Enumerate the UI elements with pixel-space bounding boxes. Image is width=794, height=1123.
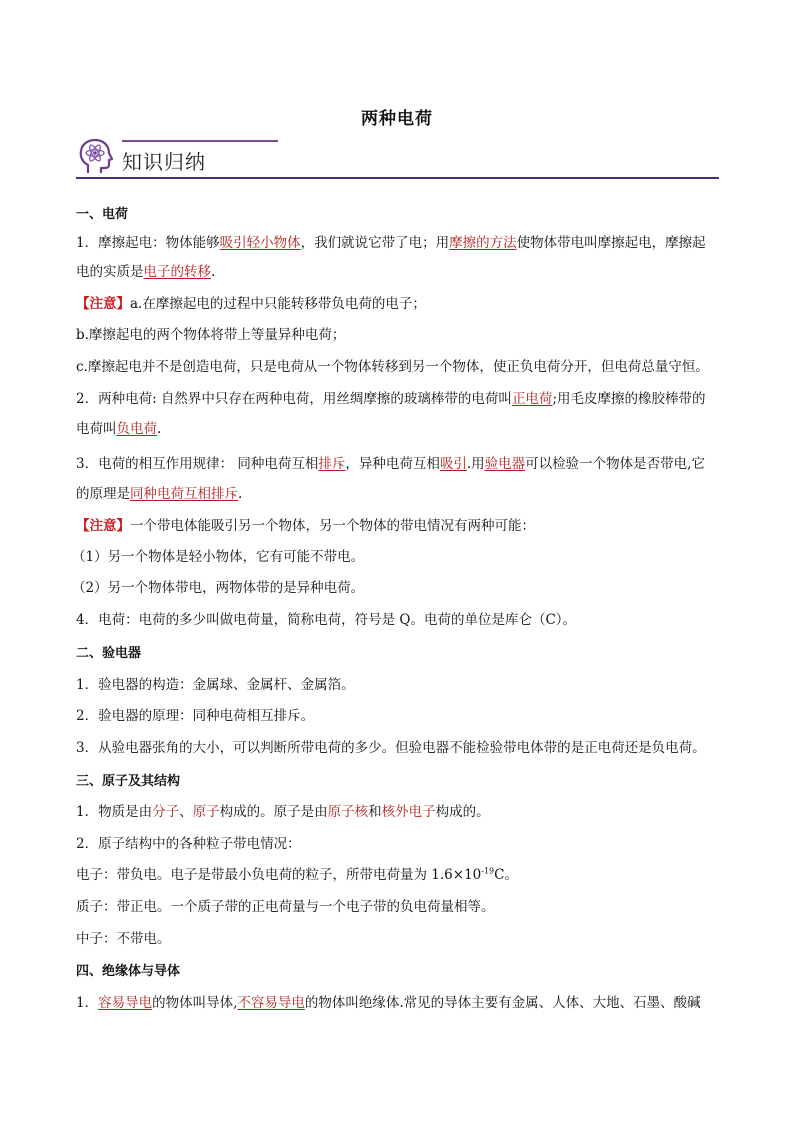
paragraph-1-2: 2．两种电荷: 自然界中只存在两种电荷，用丝绸摩擦的玻璃棒带的电荷叫正电荷;用毛皮摩擦的橡胶棒带的	[76, 391, 706, 407]
head-atom-icon	[76, 137, 116, 177]
paragraph-3-4: 质子：带正电。一个质子带的正电荷量与一个电子带的负电荷量相等。	[76, 899, 495, 915]
paragraph-3-2: 2．原子结构中的各种粒子带电情况：	[76, 836, 301, 852]
note-1-b: b.摩擦起电的两个物体将带上等量异种电荷；	[76, 327, 346, 343]
section-heading-2: 二、验电器	[76, 646, 142, 661]
paragraph-2-2: 2．验电器的原理：同种电荷相互排斥。	[76, 708, 315, 724]
note-1-a: 【注意】a.在摩擦起电的过程中只能转移带负电荷的电子；	[76, 296, 426, 312]
banner-bottom-line	[76, 177, 719, 179]
note-2-item-1: （1）另一个物体是轻小物体，它有可能不带电。	[72, 549, 365, 565]
note-2: 【注意】一个带电体能吸引另一个物体，另一个物体的带电情况有两种可能：	[76, 518, 535, 534]
section-heading-3: 三、原子及其结构	[76, 774, 181, 789]
section-banner	[76, 136, 719, 182]
paragraph-3-3: 电子：带负电。电子是带最小负电荷的粒子，所带电荷量为 $1.6\times 10^{-19}C$。	[76, 866, 518, 883]
paragraph-1-3: 3．电荷的相互作用规律： 同种电荷互相排斥，异种电荷互相吸引.用验电器可以检验一个物体是否带电,它	[76, 456, 705, 472]
section-heading-1: 一、电荷	[76, 207, 129, 222]
banner-top-line	[122, 140, 278, 142]
paragraph-3-5: 中子：不带电。	[76, 931, 171, 947]
paragraph-1-3-cont: 的原理是同种电荷互相排斥.	[76, 486, 243, 502]
section-heading-4: 四、绝缘体与导体	[76, 964, 181, 979]
paragraph-4-1: 1．容易导电的物体叫导体,不容易导电的物体叫绝缘体.常见的导体主要有金属、人体、大地、石墨、酸碱	[76, 995, 701, 1011]
paragraph-2-3: 3．从验电器张角的大小，可以判断所带电荷的多少。但验电器不能检验带电体带的是正电荷还是负电荷。	[76, 740, 706, 756]
paragraph-3-1: 1．物质是由分子、原子构成的。原子是由原子核和核外电子构成的。	[76, 804, 490, 820]
paragraph-1-1-cont: 电的实质是电子的转移.	[76, 264, 216, 280]
page-title: 两种电荷	[361, 109, 433, 129]
paragraph-1-4: 4．电荷：电荷的多少叫做电荷量，简称电荷，符号是 Q。电荷的单位是库仑（C）。	[76, 612, 577, 628]
note-2-item-2: （2）另一个物体带电，两物体带的是异种电荷。	[72, 580, 365, 596]
banner-label: 知识归纳	[122, 150, 206, 174]
paragraph-1-2-cont: 电荷叫负电荷.	[76, 421, 162, 437]
paragraph-2-1: 1．验电器的构造：金属球、金属杆、金属箔。	[76, 677, 355, 693]
paragraph-1-1: 1．摩擦起电：物体能够吸引轻小物体，我们就说它带了电；用摩擦的方法使物体带电叫摩擦起电，摩擦起	[76, 235, 706, 251]
note-1-c: c.摩擦起电并不是创造电荷，只是电荷从一个物体转移到另一个物体，使正负电荷分开，但电荷总量守恒。	[76, 359, 709, 375]
